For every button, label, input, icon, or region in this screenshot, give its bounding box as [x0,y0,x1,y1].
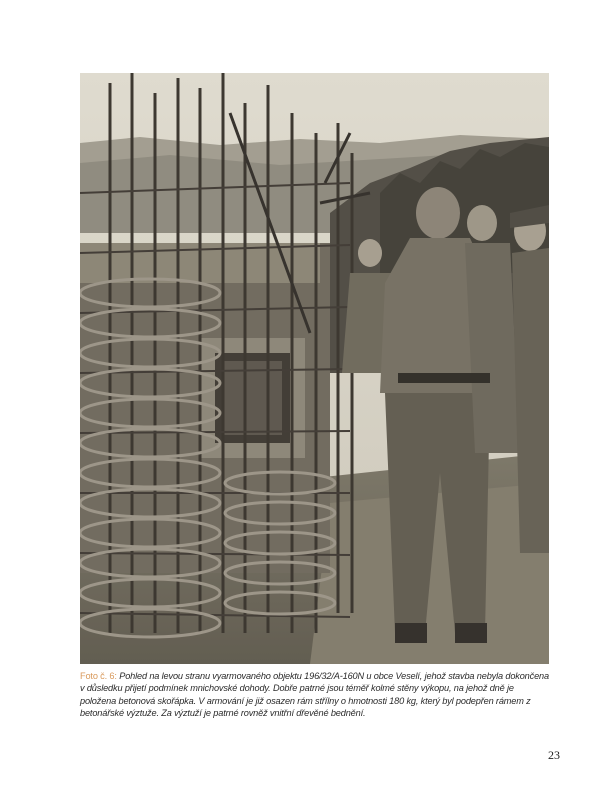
caption-text: Pohled na levou stranu vyarmovaného objektu 196/32/A-160N u obce Veselí, jehož stavba nebyla dokončena v důsledku přijetí podmínek mnichovské dohody. Dobře patrné jsou téměř kolmé stěny výkopu, na jehož dně je položena betonová skořápka. V armování je již osazen rám střílny o hmotnosti 180 kg, který byl podepřen rámem z betonářské výztuže. Za výztuží je patrné rovněž vnitřní dřevěné bednění. [80,671,549,719]
page-number: 23 [548,748,560,762]
photo-illustration [80,73,549,664]
photo-caption [80,670,552,720]
caption-label: Foto č. 6: [80,671,117,681]
historical-photo [80,73,549,664]
